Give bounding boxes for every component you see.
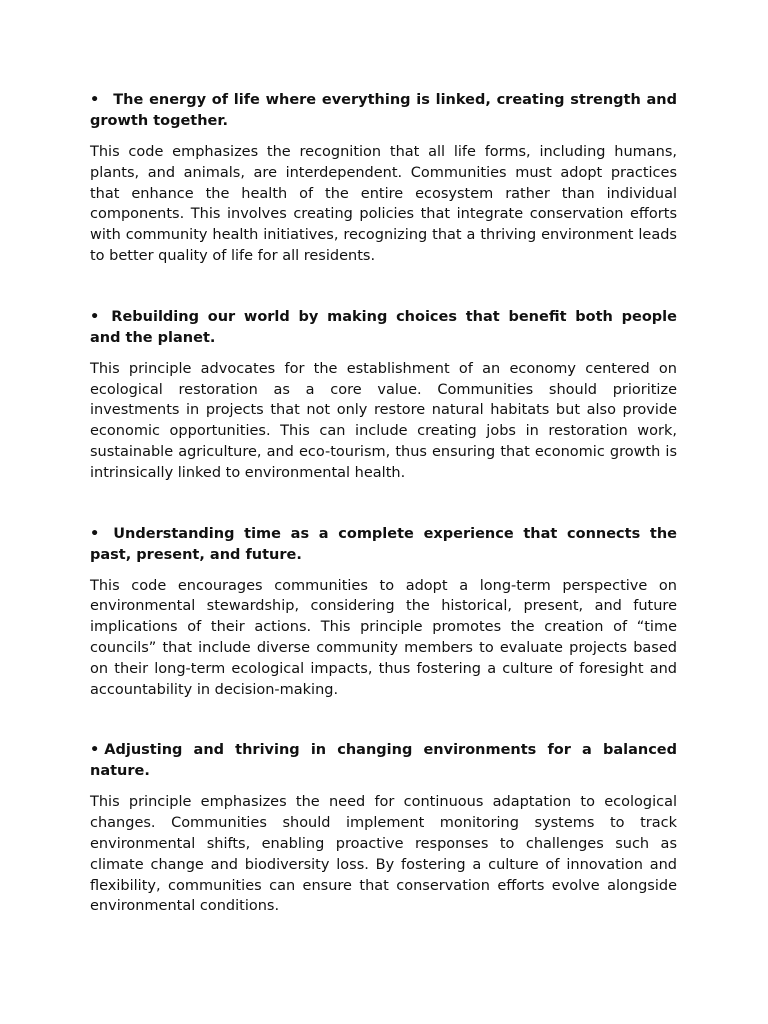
section-body: This code emphasizes the recognition that all life forms, including humans, plants, and animals, are interdependent. Communities must adopt practices that enhance the health of the entire ecosystem rather than individual components. This involves creating policies that integrate conservation efforts with community health initiatives, recognizing that a thriving environment leads to better quality of life for all residents. [90,144,677,264]
section-body: This code encourages communities to adopt a long-term perspective on environmental stewardship, considering the historical, present, and future implications of their actions. This principle promotes the creation of “time councils” that include diverse community members to evaluate projects based on their long-term ecological impacts, thus fostering a culture of foresight and accountability in decision-making. [90,577,677,698]
section-time [90,524,677,701]
bullet-icon: • [90,308,100,325]
section-restoration [90,307,677,484]
heading-text: The energy of life where everything is linked, creating strength and growth together. [90,92,677,129]
heading-text: Understanding time as a complete experience that connects the past, present, and future. [90,525,677,563]
bullet-icon: • [90,92,100,108]
section-body: This principle advocates for the establishment of an economy centered on ecological restoration as a core value. Communities should prioritize investments in projects that not only restore natural habitats but also provide economic opportunities. This can include creating jobs in restoration work, sustainable agriculture, and eco-tourism, thus ensuring that economic growth is intrinsically linked to environmental health. [90,360,677,481]
section-heading [90,740,677,782]
section-heading [90,524,677,566]
section-adaptation [90,740,677,917]
section-body: This principle emphasizes the need for continuous adaptation to ecological changes. Communities should implement monitoring systems to track environmental shifts, enabling proactive responses to challenges such as climate change and biodiversity loss. By fostering a culture of innovation and flexibility, communities can ensure that conservation efforts evolve alongside environmental conditions. [90,794,677,915]
section-heading [90,90,677,132]
heading-text: Rebuilding our world by making choices that benefit both people and the planet. [90,308,677,346]
bullet-icon: • [90,525,100,542]
section-interconnection [90,90,677,267]
document-page [90,90,677,917]
bullet-icon: • [90,742,100,759]
section-heading [90,307,677,349]
heading-text: Adjusting and thriving in changing environments for a balanced nature. [90,742,677,780]
